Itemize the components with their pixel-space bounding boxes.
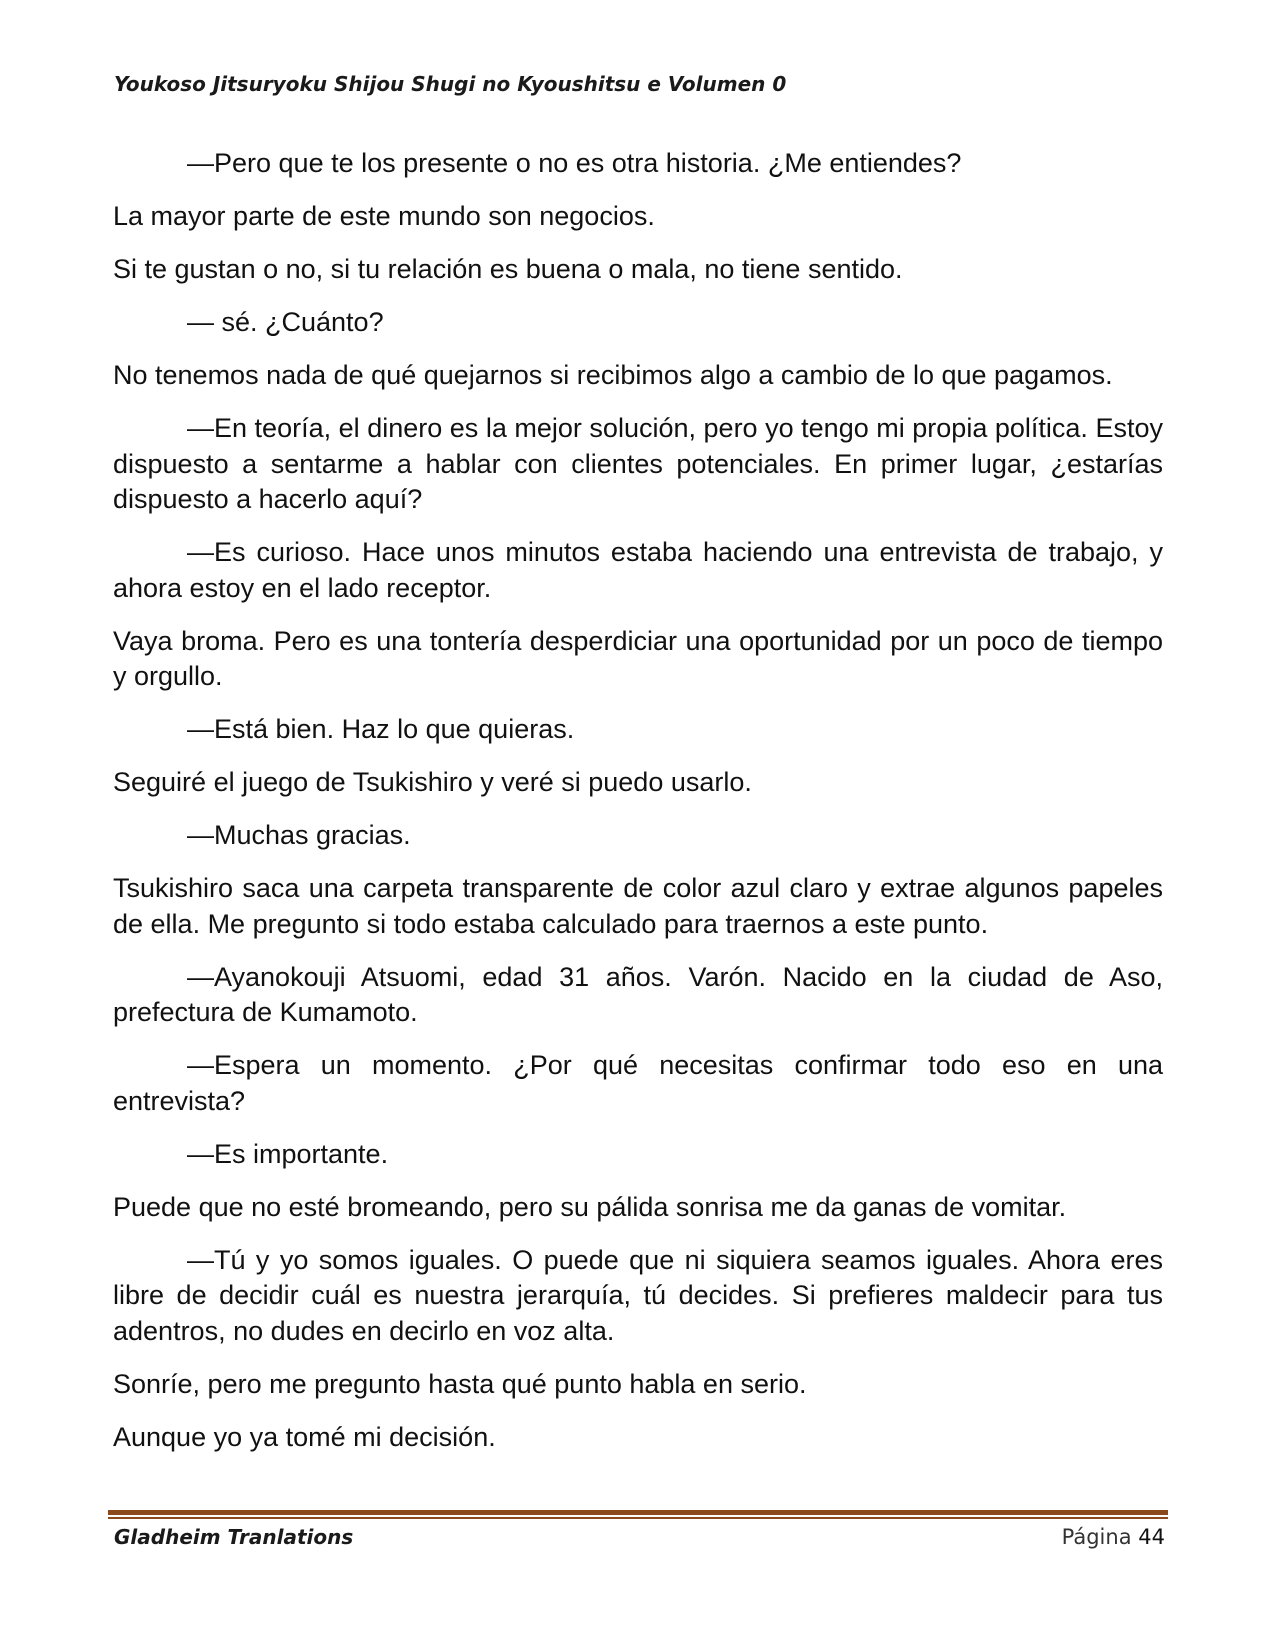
footer-divider xyxy=(108,1510,1168,1519)
paragraph: —Pero que te los presente o no es otra historia. ¿Me entiendes? xyxy=(187,148,962,178)
paragraph: —Es importante. xyxy=(187,1138,389,1169)
paragraph: —Muchas gracias. xyxy=(187,820,411,850)
footer-page-number xyxy=(1062,1525,1165,1549)
paragraph: —Está bien. Haz lo que quieras. xyxy=(187,714,575,744)
paragraph: Aunque yo ya tomé mi decisión. xyxy=(113,1421,496,1452)
paragraph: —Ayanokouji Atsuomi, edad 31 años. Varón. Nacido en la ciudad de Aso, prefectura de Kumamoto. xyxy=(113,961,1163,1027)
paragraph: No tenemos nada de qué quejarnos si recibimos algo a cambio de lo que pagamos. xyxy=(113,360,1113,390)
paragraph: Sonríe, pero me pregunto hasta qué punto habla en serio. xyxy=(113,1368,807,1399)
paragraph: Tsukishiro saca una carpeta transparente de color azul claro y extrae algunos papeles de ella. Me pregunto si todo estaba calculado para traernos a este punto. xyxy=(113,873,1163,939)
paragraph: —En teoría, el dinero es la mejor solución, pero yo tengo mi propia política. Estoy dispuesto a sentarme a hablar con clientes potenciales. En primer lugar, ¿estarías dispuesto a hacerlo aquí? xyxy=(113,413,1163,514)
paragraph: Vaya broma. Pero es una tontería desperdiciar una oportunidad por un poco de tiempo y orgullo. xyxy=(113,625,1163,691)
paragraph: —Espera un momento. ¿Por qué necesitas confirmar todo eso en una entrevista? xyxy=(113,1050,1163,1116)
page-number: 44 xyxy=(1138,1525,1165,1549)
page-label: Página xyxy=(1061,1525,1132,1549)
body-text xyxy=(113,146,1163,1473)
page-header-title: Youkoso Jitsuryoku Shijou Shugi no Kyoushitsu e Volumen 0 xyxy=(114,72,787,96)
paragraph: —Tú y yo somos iguales. O puede que ni siquiera seamos iguales. Ahora eres libre de decidir cuál es nuestra jerarquía, tú decides. Si prefieres maldecir para tus adentros, no dudes en decirlo en voz alta. xyxy=(113,1244,1163,1346)
paragraph: La mayor parte de este mundo son negocios. xyxy=(113,201,655,231)
paragraph: — sé. ¿Cuánto? xyxy=(187,307,384,337)
paragraph: Si te gustan o no, si tu relación es buena o mala, no tiene sentido. xyxy=(113,254,903,284)
paragraph: Puede que no esté bromeando, pero su pálida sonrisa me da ganas de vomitar. xyxy=(113,1191,1067,1222)
footer-publisher: Gladheim Tranlations xyxy=(114,1525,354,1549)
paragraph: —Es curioso. Hace unos minutos estaba haciendo una entrevista de trabajo, y ahora estoy en el lado receptor. xyxy=(113,537,1163,603)
footer-divider-thick xyxy=(108,1510,1168,1515)
footer-divider-thin xyxy=(108,1517,1168,1519)
paragraph: Seguiré el juego de Tsukishiro y veré si puedo usarlo. xyxy=(113,767,752,797)
